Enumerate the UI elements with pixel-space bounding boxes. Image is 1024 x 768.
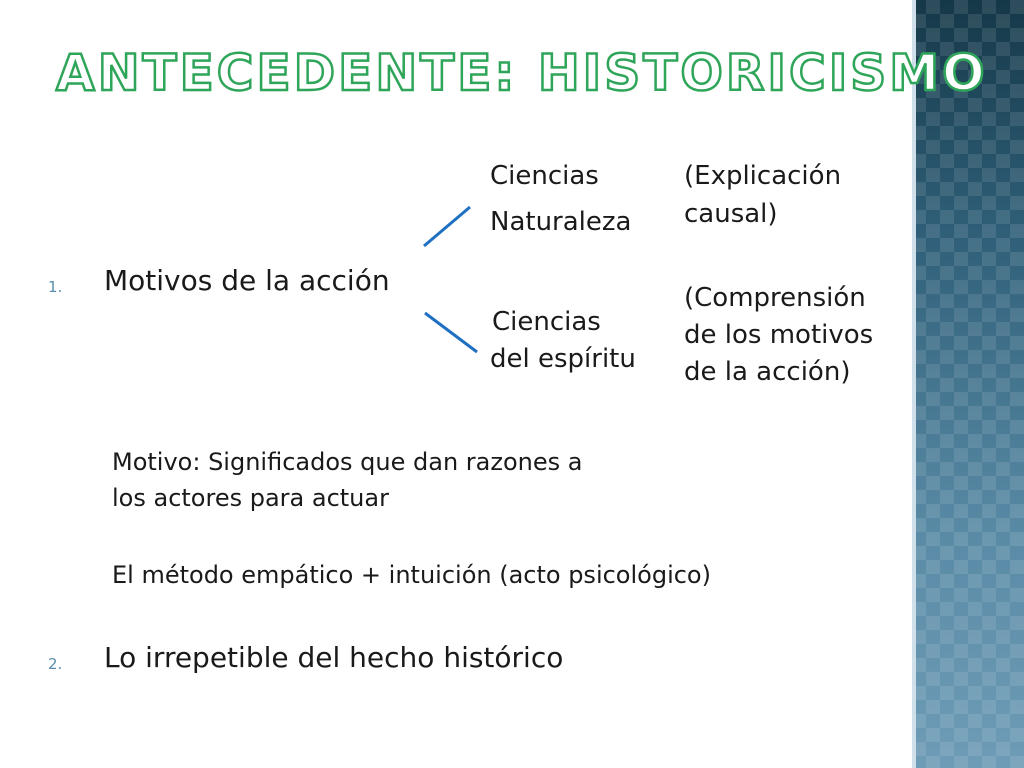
branch-line-down (425, 313, 477, 352)
branch-line-up (424, 207, 470, 246)
metodo-text: El método empático + intuición (acto psicológico) (112, 561, 711, 589)
decorative-side-panel (912, 0, 1024, 768)
branch-1-label-line-1: Ciencias (490, 161, 599, 191)
motivo-line-1: Motivo: Significados que dan razones a (112, 448, 583, 476)
branch-2-note-line-1: (Comprensión (684, 283, 866, 313)
branch-2-label-line-1: Ciencias (492, 307, 601, 337)
branch-2-note-line-2: de los motivos (684, 320, 874, 350)
branch-1-note-line-2: causal) (684, 199, 778, 229)
list-item-1-text: Motivos de la acción (104, 264, 390, 297)
list-number-2: 2. (48, 655, 63, 673)
list-item-2-text: Lo irrepetible del hecho histórico (104, 641, 564, 674)
list-number-1: 1. (48, 278, 63, 296)
branch-1-note-line-1: (Explicación (684, 161, 842, 191)
branch-2-label-line-2: del espíritu (490, 344, 636, 374)
branch-1-label-line-2: Naturaleza (490, 207, 632, 237)
slide-title: ANTECEDENTE: HISTORICISMO (56, 44, 988, 102)
side-panel-edge (912, 0, 916, 768)
branch-2-note-line-3: de la acción) (684, 357, 851, 387)
motivo-line-2: los actores para actuar (112, 484, 389, 512)
